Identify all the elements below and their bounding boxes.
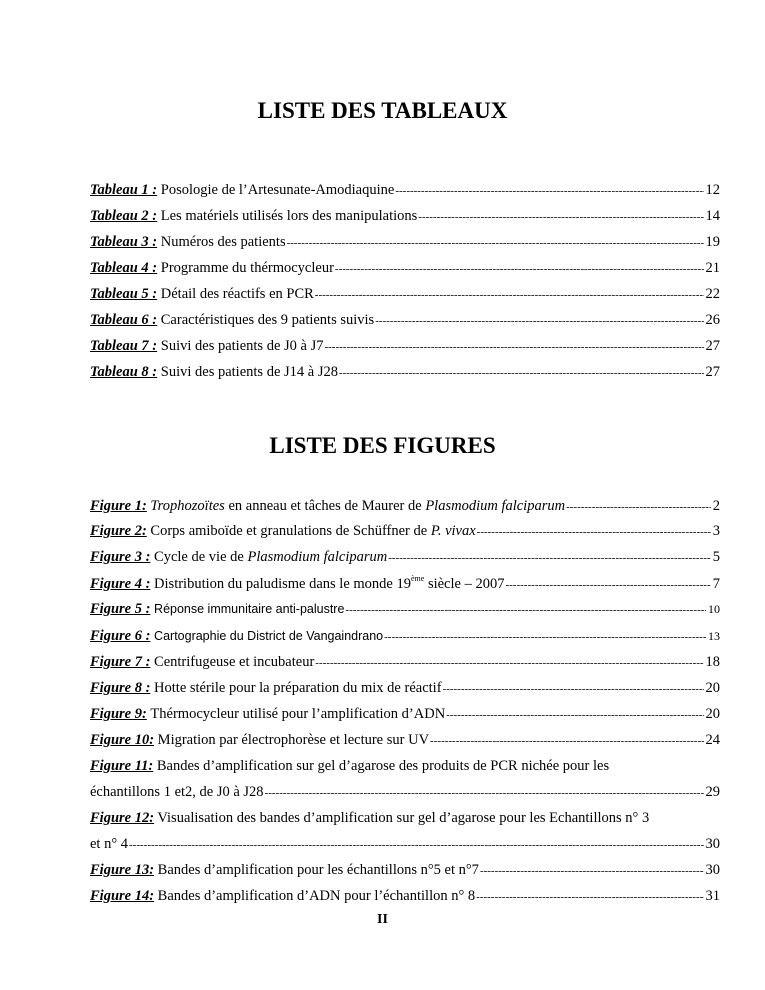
entry-label: Tableau 2 : xyxy=(90,208,158,224)
tables-heading: LISTE DES TABLEAUX xyxy=(257,98,508,123)
dot-leader xyxy=(476,891,703,903)
dot-leader xyxy=(566,501,711,513)
toc-entry-table-6[interactable] xyxy=(90,312,720,332)
dot-leader xyxy=(384,631,706,643)
entry-title: Suivi des patients de J0 à J7 xyxy=(160,338,324,354)
entry-title: Cartographie du District de Vangaindrano xyxy=(154,629,384,643)
entry-title-part: Distribution du paludisme dans le monde 19 xyxy=(154,575,411,592)
entry-title: Détail des réactifs en PCR xyxy=(160,286,314,302)
toc-entry-figure-14[interactable] xyxy=(90,888,720,908)
entry-title-continued: échantillons 1 et2, de J0 à J28 xyxy=(90,784,264,800)
entry-title: Centrifugeuse et incubateur xyxy=(154,654,315,670)
toc-entry-figure-5[interactable] xyxy=(90,601,720,621)
entry-page: 13 xyxy=(708,629,720,643)
dot-leader xyxy=(505,579,710,591)
dot-leader xyxy=(418,211,703,223)
toc-entry-table-1[interactable] xyxy=(90,182,720,202)
entry-title-italic: P. vivax xyxy=(430,523,476,539)
entry-label: Figure 12: xyxy=(90,810,155,826)
entry-title-italic: Plasmodium falciparum xyxy=(425,498,566,514)
entry-title-part: siècle – 2007 xyxy=(424,575,505,592)
toc-entry-table-4[interactable] xyxy=(90,260,720,280)
toc-entry-figure-12[interactable] xyxy=(90,836,720,856)
toc-entry-table-5[interactable] xyxy=(90,286,720,306)
entry-page: 24 xyxy=(705,732,720,748)
entry-label: Figure 10: xyxy=(90,732,155,748)
entry-label: Tableau 1 : xyxy=(90,182,158,198)
dot-leader xyxy=(480,865,704,877)
entry-title-italic: Plasmodium falciparum xyxy=(247,549,388,565)
dot-leader xyxy=(335,263,704,275)
toc-entry-figure-8[interactable] xyxy=(90,680,720,700)
entry-label: Tableau 6 : xyxy=(90,312,158,328)
dot-leader xyxy=(443,683,704,695)
toc-entry-table-2[interactable] xyxy=(90,208,720,228)
toc-entry-figure-1[interactable] xyxy=(90,498,720,518)
dot-leader xyxy=(395,185,703,197)
dot-leader xyxy=(315,289,704,301)
entry-page: 27 xyxy=(705,364,720,380)
entry-title: Bandes d’amplification sur gel d’agarose des produits de PCR nichée pour les xyxy=(156,758,610,774)
entry-title: Réponse immunitaire anti-palustre xyxy=(154,602,345,616)
entry-page: 10 xyxy=(708,602,720,616)
entry-page: 29 xyxy=(705,784,720,800)
dot-leader xyxy=(315,657,703,669)
entry-title-continued: et n° 4 xyxy=(90,836,129,852)
entry-title xyxy=(150,523,475,540)
entry-label: Figure 13: xyxy=(90,862,155,878)
entry-page: 30 xyxy=(705,862,720,878)
entry-title: Les matériels utilisés lors des manipulations xyxy=(160,208,418,224)
entry-page: 19 xyxy=(705,234,720,250)
toc-entry-figure-7[interactable] xyxy=(90,654,720,674)
entry-page: 12 xyxy=(705,182,720,198)
entry-page: 14 xyxy=(705,208,720,224)
entry-label: Tableau 7 : xyxy=(90,338,158,354)
entry-title: Bandes d’amplification d’ADN pour l’échantillon n° 8 xyxy=(157,888,476,904)
entry-label: Figure 5 : xyxy=(90,601,151,617)
toc-entry-table-7[interactable] xyxy=(90,338,720,358)
superscript: ème xyxy=(411,574,425,583)
entry-page: 31 xyxy=(705,888,720,904)
entry-label: Figure 9: xyxy=(90,706,147,722)
entry-label: Tableau 3 : xyxy=(90,234,158,250)
dot-leader xyxy=(388,552,711,564)
toc-entry-table-3[interactable] xyxy=(90,234,720,254)
page-number: II xyxy=(377,912,388,927)
entry-label: Figure 2: xyxy=(90,523,147,539)
entry-title: Posologie de l’Artesunate-Amodiaquine xyxy=(160,182,395,198)
entry-label: Tableau 8 : xyxy=(90,364,158,380)
entry-title-part: Cycle de vie de xyxy=(154,549,248,565)
entry-label: Tableau 5 : xyxy=(90,286,158,302)
dot-leader xyxy=(129,839,703,851)
entry-label: Tableau 4 : xyxy=(90,260,158,276)
entry-label: Figure 14: xyxy=(90,888,155,904)
toc-entry-figure-9[interactable] xyxy=(90,706,720,726)
dot-leader xyxy=(345,604,706,616)
entry-page: 21 xyxy=(705,260,720,276)
entry-label: Figure 3 : xyxy=(90,549,151,565)
toc-entry-figure-4[interactable] xyxy=(90,575,720,595)
entry-page: 26 xyxy=(705,312,720,328)
toc-entry-figure-12-line1[interactable] xyxy=(90,810,720,827)
entry-title-italic: Trophozoïtes xyxy=(150,498,225,514)
entry-label: Figure 1: xyxy=(90,498,147,514)
dot-leader xyxy=(446,709,703,721)
entry-title-part: Corps amiboïde et granulations de Schüffner de xyxy=(150,523,431,539)
entry-title: Bandes d’amplification pour les échantillons n°5 et n°7 xyxy=(157,862,479,878)
toc-entry-table-8[interactable] xyxy=(90,364,720,384)
toc-entry-figure-3[interactable] xyxy=(90,549,720,569)
entry-title: Caractéristiques des 9 patients suivis xyxy=(160,312,375,328)
entry-page: 2 xyxy=(712,498,720,514)
toc-entry-figure-13[interactable] xyxy=(90,862,720,882)
toc-entry-figure-2[interactable] xyxy=(90,523,720,543)
entry-page: 20 xyxy=(705,680,720,696)
entry-title xyxy=(150,498,565,515)
entry-title: Visualisation des bandes d’amplification sur gel d’agarose pour les Echantillons n° 3 xyxy=(157,810,650,826)
entry-page: 30 xyxy=(705,836,720,852)
toc-entry-figure-11-line1[interactable] xyxy=(90,758,720,775)
entry-title-part: en anneau et tâches de Maurer de xyxy=(224,498,426,514)
toc-entry-figure-11[interactable] xyxy=(90,784,720,804)
dot-leader xyxy=(430,735,703,747)
entry-title xyxy=(154,575,504,593)
entry-title xyxy=(154,549,387,566)
entry-page: 3 xyxy=(712,523,720,539)
dot-leader xyxy=(339,367,704,379)
entry-label: Figure 6 : xyxy=(90,628,151,644)
entry-page: 5 xyxy=(712,549,720,565)
entry-page: 20 xyxy=(705,706,720,722)
entry-label: Figure 11: xyxy=(90,758,154,774)
entry-title: Numéros des patients xyxy=(160,234,286,250)
dot-leader xyxy=(375,315,703,327)
entry-label: Figure 4 : xyxy=(90,575,151,592)
entry-label: Figure 7 : xyxy=(90,654,151,670)
entry-title: Hotte stérile pour la préparation du mix de réactif xyxy=(154,680,442,696)
entry-page: 22 xyxy=(705,286,720,302)
entry-page: 7 xyxy=(712,575,720,592)
entry-title: Suivi des patients de J14 à J28 xyxy=(160,364,338,380)
entry-page: 27 xyxy=(705,338,720,354)
dot-leader xyxy=(477,526,711,538)
dot-leader xyxy=(287,237,704,249)
figures-heading: LISTE DES FIGURES xyxy=(269,433,496,458)
dot-leader xyxy=(265,787,704,799)
dot-leader xyxy=(324,341,703,353)
toc-entry-figure-10[interactable] xyxy=(90,732,720,752)
entry-title: Thérmocycleur utilisé pour l’amplification d’ADN xyxy=(150,706,446,722)
entry-label: Figure 8 : xyxy=(90,680,151,696)
entry-page: 18 xyxy=(705,654,720,670)
entry-title: Migration par électrophorèse et lecture sur UV xyxy=(157,732,430,748)
toc-entry-figure-6[interactable] xyxy=(90,628,720,648)
entry-title: Programme du thérmocycleur xyxy=(160,260,334,276)
